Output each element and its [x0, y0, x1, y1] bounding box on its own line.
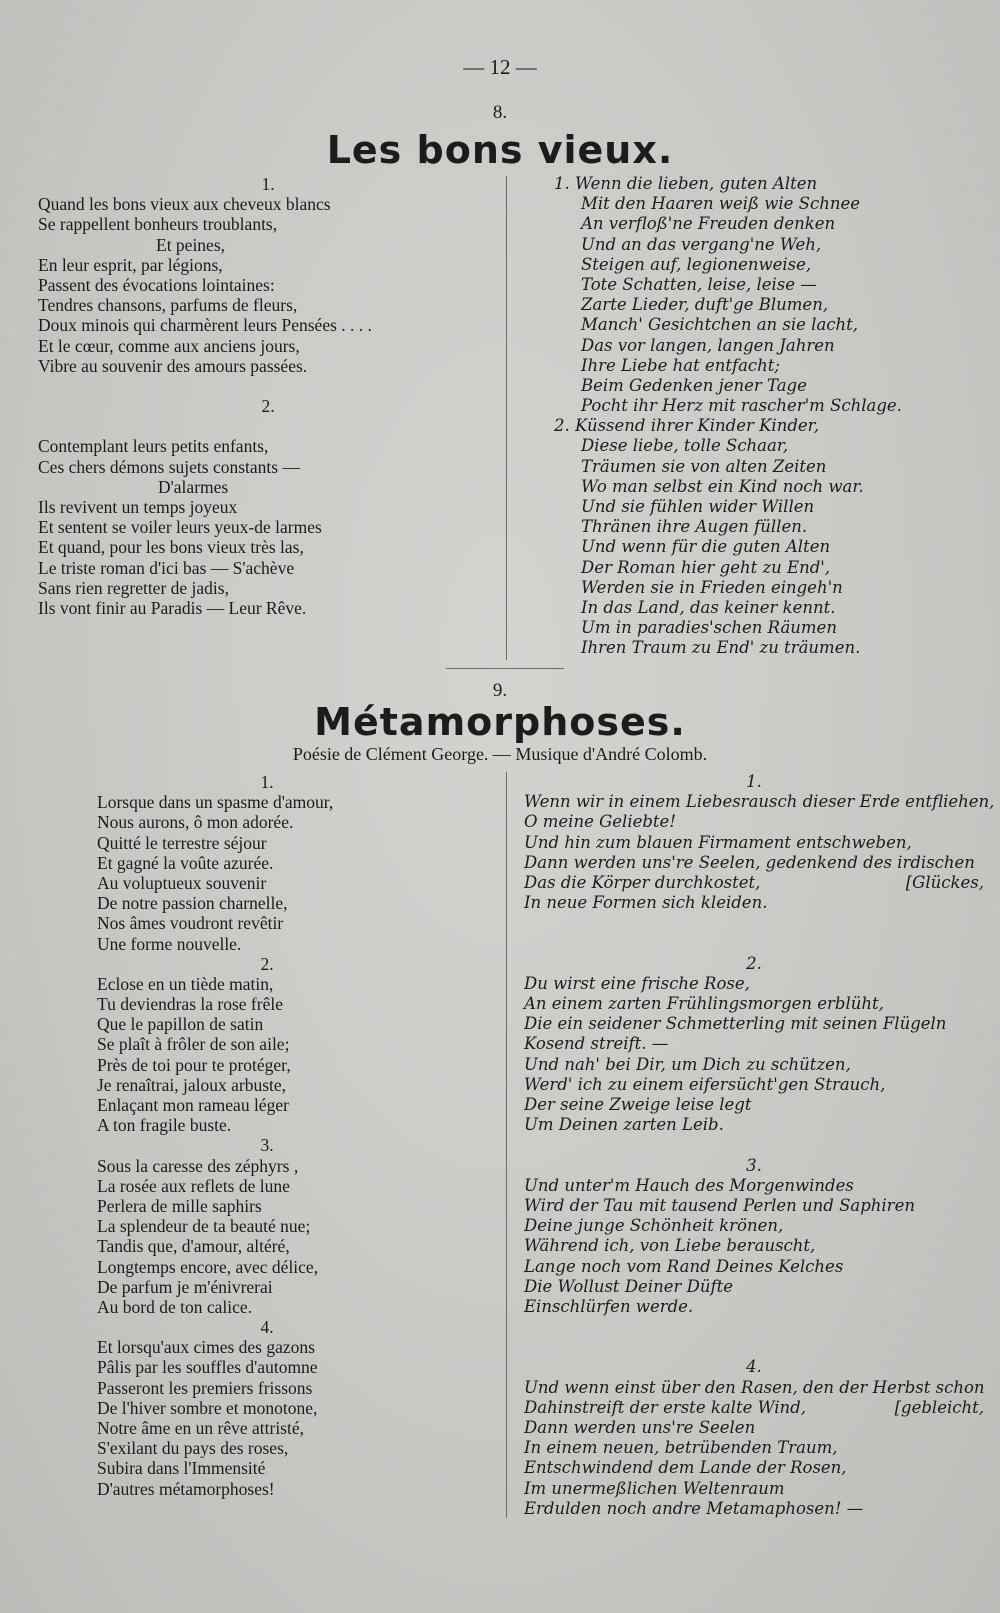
verse-line — [38, 376, 498, 396]
section-rule — [446, 668, 564, 669]
verse-text: Ils vont finir au Paradis — Leur Rêve. — [38, 597, 307, 618]
section-9-german-text — [524, 772, 995, 1519]
verse-text: Se plaît à frôler de son aile; — [97, 1034, 290, 1055]
verse-text: Einschlürfen werde. — [524, 1296, 694, 1316]
verse-line — [554, 255, 954, 275]
verse-text: O meine Geliebte! — [524, 812, 676, 832]
verse-line — [554, 214, 954, 234]
verse-text: A ton fragile buste. — [97, 1115, 232, 1136]
verse-text: Thränen ihre Augen füllen. — [581, 517, 808, 537]
verse-line — [524, 1479, 984, 1499]
verse-text: Quand les bons vieux aux cheveux blancs — [38, 194, 331, 215]
verse-line — [38, 457, 498, 477]
section-8-number: 8. — [492, 102, 508, 123]
verse-text: Et quand, pour les bons vieux très las, — [38, 537, 304, 558]
verse-line — [38, 497, 498, 517]
verse-line — [97, 792, 437, 812]
verse-text: Dahinstreift der erste kalte Wind, — [524, 1397, 806, 1417]
verse-line — [554, 235, 954, 255]
verse-line — [524, 1458, 984, 1478]
verse-text: Le triste roman d'ici bas — S'achève — [38, 557, 295, 578]
verse-text: Et gagné la voûte azurée. — [97, 852, 274, 873]
verse-text: Erdulden noch andre Metamaphosen! — — [524, 1498, 864, 1518]
verse-line — [524, 812, 984, 832]
verse-line — [97, 913, 437, 933]
verse-text: In neue Formen sich kleiden. — [524, 893, 768, 913]
verse-text: Der Roman hier geht zu End', — [581, 557, 831, 577]
verse-line — [524, 1075, 984, 1095]
verse-text: Se rappellent bonheurs troublants, — [38, 214, 278, 235]
verse-line — [97, 1438, 437, 1458]
verse-line — [554, 517, 954, 537]
verse-text: 2. — [746, 953, 762, 973]
verse-text: 2. — [261, 396, 275, 417]
verse-text: Die Wollust Deiner Düfte — [524, 1276, 733, 1296]
verse-line — [524, 934, 984, 954]
verse-line — [554, 295, 954, 315]
verse-text: Vibre au souvenir des amours passées. — [38, 355, 308, 376]
verse-line — [524, 1277, 984, 1297]
verse-text: Das die Körper durchkostet, — [524, 872, 761, 892]
verse-text: Et peines, — [156, 234, 226, 255]
verse-text: Werd' ich zu einem eifersücht'gen Strauch, — [524, 1074, 886, 1094]
verse-text: Et lorsqu'aux cimes des gazons — [97, 1337, 315, 1358]
verse-line — [554, 477, 954, 497]
verse-line — [524, 994, 984, 1014]
verse-text: Manch' Gesichtchen an sie lacht, — [581, 315, 859, 335]
verse-text: Et le cœur, comme aux anciens jours, — [38, 335, 300, 356]
verse-text: La rosée aux reflets de lune — [97, 1175, 290, 1196]
verse-text: Steigen auf, legionenweise, — [581, 254, 812, 274]
verse-number — [524, 1156, 984, 1176]
verse-text: Um Deinen zarten Leib. — [524, 1115, 724, 1135]
section-9-credits: Poésie de Clément George. — Musique d'André Colomb. — [292, 744, 708, 764]
verse-line — [554, 497, 954, 517]
verse-line — [38, 315, 498, 335]
verse-line — [38, 214, 498, 234]
verse-line — [38, 194, 498, 214]
verse-text: Une forme nouvelle. — [97, 933, 242, 954]
verse-text: En leur esprit, par légions, — [38, 254, 223, 275]
verse-line — [554, 275, 954, 295]
verse-line — [38, 416, 498, 436]
verse-text: Passent des évocations lointaines: — [38, 274, 275, 295]
verse-line — [554, 194, 954, 214]
verse-text: Wenn wir in einem Liebesrausch dieser Erde entfliehen, — [524, 792, 995, 812]
verse-text: Werden sie in Frieden eingeh'n — [581, 577, 843, 597]
verse-line — [97, 1176, 437, 1196]
verse-text: 4. — [260, 1317, 274, 1338]
verse-line — [97, 994, 437, 1014]
verse-text: Au voluptueux souvenir — [97, 872, 267, 893]
verse-line — [524, 1014, 984, 1034]
verse-text: D'alarmes — [158, 476, 229, 497]
verse-line — [554, 336, 954, 356]
verse-text: Während ich, von Liebe berauscht, — [524, 1236, 816, 1256]
verse-line — [554, 457, 954, 477]
verse-text: Und sie fühlen wider Willen — [581, 497, 815, 516]
verse-text: 1. — [261, 174, 275, 194]
verse-text: Je renaîtrai, jaloux arbuste, — [97, 1074, 287, 1095]
verse-text: Perlera de mille saphirs — [97, 1195, 262, 1216]
verse-line — [38, 578, 498, 598]
verse-line — [524, 1337, 984, 1357]
section-8-french-text — [38, 174, 498, 618]
verse-text: Près de toi pour te protéger, — [97, 1054, 291, 1075]
verse-line — [524, 1216, 984, 1236]
verse-number — [38, 396, 498, 416]
verse-line — [554, 356, 954, 376]
verse-number — [524, 772, 984, 792]
verse-line — [524, 873, 984, 893]
verse-text: Au bord de ton calice. — [97, 1296, 253, 1317]
verse-line — [97, 1297, 437, 1317]
verse-number — [97, 1135, 437, 1155]
verse-text: 1. Wenn die lieben, guten Alten — [554, 174, 818, 193]
verse-number — [524, 1357, 984, 1377]
verse-line — [524, 853, 984, 873]
verse-line — [97, 1398, 437, 1418]
verse-line — [97, 893, 437, 913]
verse-text: Notre âme en un rêve attristé, — [97, 1418, 304, 1438]
verse-line — [97, 1115, 437, 1135]
section-9-french-text — [97, 772, 437, 1499]
verse-text: Mit den Haaren weiß wie Schnee — [581, 194, 861, 214]
verse-line — [524, 1499, 984, 1519]
verse-line — [554, 558, 954, 578]
verse-line — [38, 295, 498, 315]
verse-text: Quitté le terrestre séjour — [97, 832, 267, 853]
verse-text: S'exilant du pays des roses, — [97, 1438, 289, 1459]
verse-text: Nos âmes voudront revêtir — [97, 913, 284, 934]
verse-text: 2. Küssend ihrer Kinder Kinder, — [554, 416, 819, 436]
verse-text: Tu deviendras la rose frêle — [97, 994, 283, 1015]
verse-line — [97, 873, 437, 893]
verse-line — [524, 1115, 984, 1135]
verse-line — [554, 174, 954, 194]
verse-line — [97, 812, 437, 832]
verse-text: Wird der Tau mit tausend Perlen und Saphiren — [524, 1195, 915, 1215]
verse-line — [97, 1337, 437, 1357]
verse-line — [524, 1438, 984, 1458]
verse-text: Et sentent se voiler leurs yeux-de larmes — [38, 517, 322, 538]
verse-line — [97, 1095, 437, 1115]
verse-text: Und unter'm Hauch des Morgenwindes — [524, 1175, 854, 1195]
verse-text: Dann werden uns're Seelen, gedenkend des irdischen — [524, 852, 975, 872]
verse-line — [97, 1014, 437, 1034]
verse-text: 1. — [746, 772, 762, 791]
verse-text: Lange noch vom Rand Deines Kelches — [524, 1256, 844, 1276]
verse-line — [97, 1458, 437, 1478]
verse-text: An verfloß'ne Freuden denken — [581, 214, 836, 234]
verse-line — [554, 315, 954, 335]
verse-text: Die ein seidener Schmetterling mit seinen Flügeln — [524, 1014, 947, 1034]
verse-number — [97, 954, 437, 974]
verse-line — [38, 477, 498, 497]
verse-line — [97, 934, 437, 954]
verse-text: Contemplant leurs petits enfants, — [38, 436, 269, 457]
verse-line — [554, 396, 954, 416]
verse-line — [97, 1156, 437, 1176]
verse-line — [524, 1176, 984, 1196]
verse-line — [524, 1317, 984, 1337]
verse-line — [524, 1398, 984, 1418]
verse-line — [524, 893, 984, 913]
verse-line — [554, 598, 954, 618]
verse-line — [524, 1196, 984, 1216]
verse-text: Ihre Liebe hat entfacht; — [581, 355, 780, 375]
verse-line — [97, 1075, 437, 1095]
verse-line — [524, 1034, 984, 1054]
verse-text: Träumen sie von alten Zeiten — [581, 456, 827, 476]
verse-line — [554, 578, 954, 598]
verse-text: Und hin zum blauen Firmament entschweben, — [524, 832, 912, 852]
verse-line — [38, 235, 498, 255]
verse-line — [97, 1034, 437, 1054]
section-8-title: Les bons vieux. — [326, 128, 674, 172]
verse-text: 4. — [746, 1357, 762, 1377]
verse-line — [38, 558, 498, 578]
verse-text: Und wenn für die guten Alten — [581, 537, 831, 557]
verse-line — [38, 598, 498, 618]
verse-text: Ils revivent un temps joyeux — [38, 497, 238, 517]
verse-line — [97, 1196, 437, 1216]
verse-line — [97, 1257, 437, 1277]
verse-line — [554, 618, 954, 638]
verse-line — [524, 1297, 984, 1317]
verse-text: Tendres chansons, parfums de fleurs, — [38, 295, 298, 316]
verse-text: Que le papillon de satin — [97, 1014, 264, 1035]
section-8-german-text — [554, 174, 954, 659]
verse-text: Deine junge Schönheit krönen, — [524, 1216, 784, 1236]
verse-line — [38, 356, 498, 376]
verse-line — [97, 1055, 437, 1075]
verse-text: Subira dans l'Immensité — [97, 1458, 266, 1479]
verse-line — [97, 1236, 437, 1256]
column-divider — [506, 176, 507, 660]
verse-text: Der seine Zweige leise legt — [524, 1095, 752, 1114]
verse-line — [38, 436, 498, 456]
verse-line — [524, 974, 984, 994]
verse-text: Tote Schatten, leise, leise — — [581, 274, 817, 294]
verse-text: Entschwindend dem Lande der Rosen, — [524, 1458, 847, 1478]
verse-number — [97, 1317, 437, 1337]
verse-line — [524, 1418, 984, 1438]
verse-text: Passeront les premiers frissons — [97, 1377, 313, 1398]
verse-text: Doux minois qui charmèrent leurs Pensées . . . . — [38, 315, 372, 336]
verse-line — [554, 436, 954, 456]
verse-line — [38, 255, 498, 275]
verse-line — [554, 537, 954, 557]
verse-line — [97, 1418, 437, 1438]
verse-text: Im unermeßlichen Weltenraum — [524, 1478, 785, 1498]
verse-text: Und an das vergang'ne Weh, — [581, 234, 822, 254]
verse-text: Du wirst eine frische Rose, — [524, 973, 750, 993]
verse-text: Pocht ihr Herz mit rascher'm Schlage. — [581, 396, 902, 416]
verse-text: 3. — [746, 1155, 762, 1175]
verse-line — [554, 638, 954, 658]
verse-text: In einem neuen, betrübenden Traum, — [524, 1438, 838, 1458]
verse-line — [97, 974, 437, 994]
verse-line — [38, 336, 498, 356]
verse-line-overflow: [gebleicht, — [894, 1397, 984, 1417]
verse-line — [97, 833, 437, 853]
verse-text: Kosend streift. — — [524, 1034, 669, 1054]
verse-text: Das vor langen, langen Jahren — [581, 335, 835, 355]
verse-text: 2. — [260, 953, 274, 974]
verse-number — [524, 954, 984, 974]
verse-line — [38, 537, 498, 557]
verse-line — [554, 416, 954, 436]
verse-text: 1. — [260, 772, 274, 792]
verse-text: Sous la caresse des zéphyrs , — [97, 1155, 299, 1176]
verse-line — [97, 1277, 437, 1297]
verse-text: D'autres métamorphoses! — [97, 1478, 275, 1499]
verse-text: Und wenn einst über den Rasen, den der Herbst schon — [524, 1377, 985, 1397]
verse-line — [524, 1055, 984, 1075]
verse-line — [524, 913, 984, 933]
verse-text: Eclose en un tiède matin, — [97, 973, 274, 994]
verse-text: Sans rien regretter de jadis, — [38, 577, 229, 598]
verse-text: 3. — [260, 1135, 274, 1156]
verse-line — [97, 1378, 437, 1398]
verse-text: De l'hiver sombre et monotone, — [97, 1397, 318, 1418]
verse-line — [97, 1479, 437, 1499]
verse-number — [97, 772, 437, 792]
verse-text: De parfum je m'énivrerai — [97, 1276, 273, 1297]
verse-text: Nous aurons, ô mon adorée. — [97, 812, 294, 833]
verse-line — [97, 853, 437, 873]
verse-text: Diese liebe, tolle Schaar, — [581, 436, 789, 456]
section-9-number: 9. — [492, 680, 508, 701]
verse-text: Enlaçant mon rameau léger — [97, 1095, 289, 1115]
verse-text: Dann werden uns're Seelen — [524, 1418, 756, 1437]
verse-line — [524, 1135, 984, 1155]
verse-text: Pâlis par les souffles d'automne — [97, 1357, 318, 1378]
verse-text: Um in paradies'schen Räumen — [581, 618, 837, 638]
verse-text: De notre passion charnelle, — [97, 893, 288, 914]
verse-line — [38, 275, 498, 295]
verse-line — [97, 1216, 437, 1236]
verse-text: In das Land, das keiner kennt. — [581, 597, 836, 617]
verse-line — [524, 792, 995, 812]
verse-line — [554, 376, 954, 396]
verse-text: An einem zarten Frühlingsmorgen erblüht, — [524, 994, 884, 1014]
verse-text: Ihren Traum zu End' zu träumen. — [581, 638, 861, 658]
page-number: — 12 — — [463, 55, 537, 79]
verse-line — [524, 1257, 984, 1277]
verse-text: La splendeur de ta beauté nue; — [97, 1216, 311, 1237]
verse-number — [38, 174, 498, 194]
verse-text: Wo man selbst ein Kind noch war. — [581, 476, 864, 496]
verse-line — [524, 1378, 984, 1398]
section-9-title: Métamorphoses. — [314, 700, 686, 744]
verse-line — [38, 517, 498, 537]
verse-text: Longtemps encore, avec délice, — [97, 1256, 319, 1277]
column-divider — [506, 772, 507, 1518]
verse-text: Ces chers démons sujets constants — — [38, 456, 300, 477]
verse-text: Zarte Lieder, duft'ge Blumen, — [581, 295, 829, 315]
verse-line — [524, 1236, 984, 1256]
verse-line — [97, 1357, 437, 1377]
verse-line-overflow: [Glückes, — [905, 872, 984, 892]
verse-line — [524, 833, 984, 853]
verse-text: Lorsque dans un spasme d'amour, — [97, 792, 334, 813]
verse-text: Tandis que, d'amour, altéré, — [97, 1236, 290, 1257]
verse-line — [524, 1095, 984, 1115]
verse-text: Beim Gedenken jener Tage — [581, 375, 807, 395]
verse-text: Und nah' bei Dir, um Dich zu schützen, — [524, 1054, 851, 1074]
